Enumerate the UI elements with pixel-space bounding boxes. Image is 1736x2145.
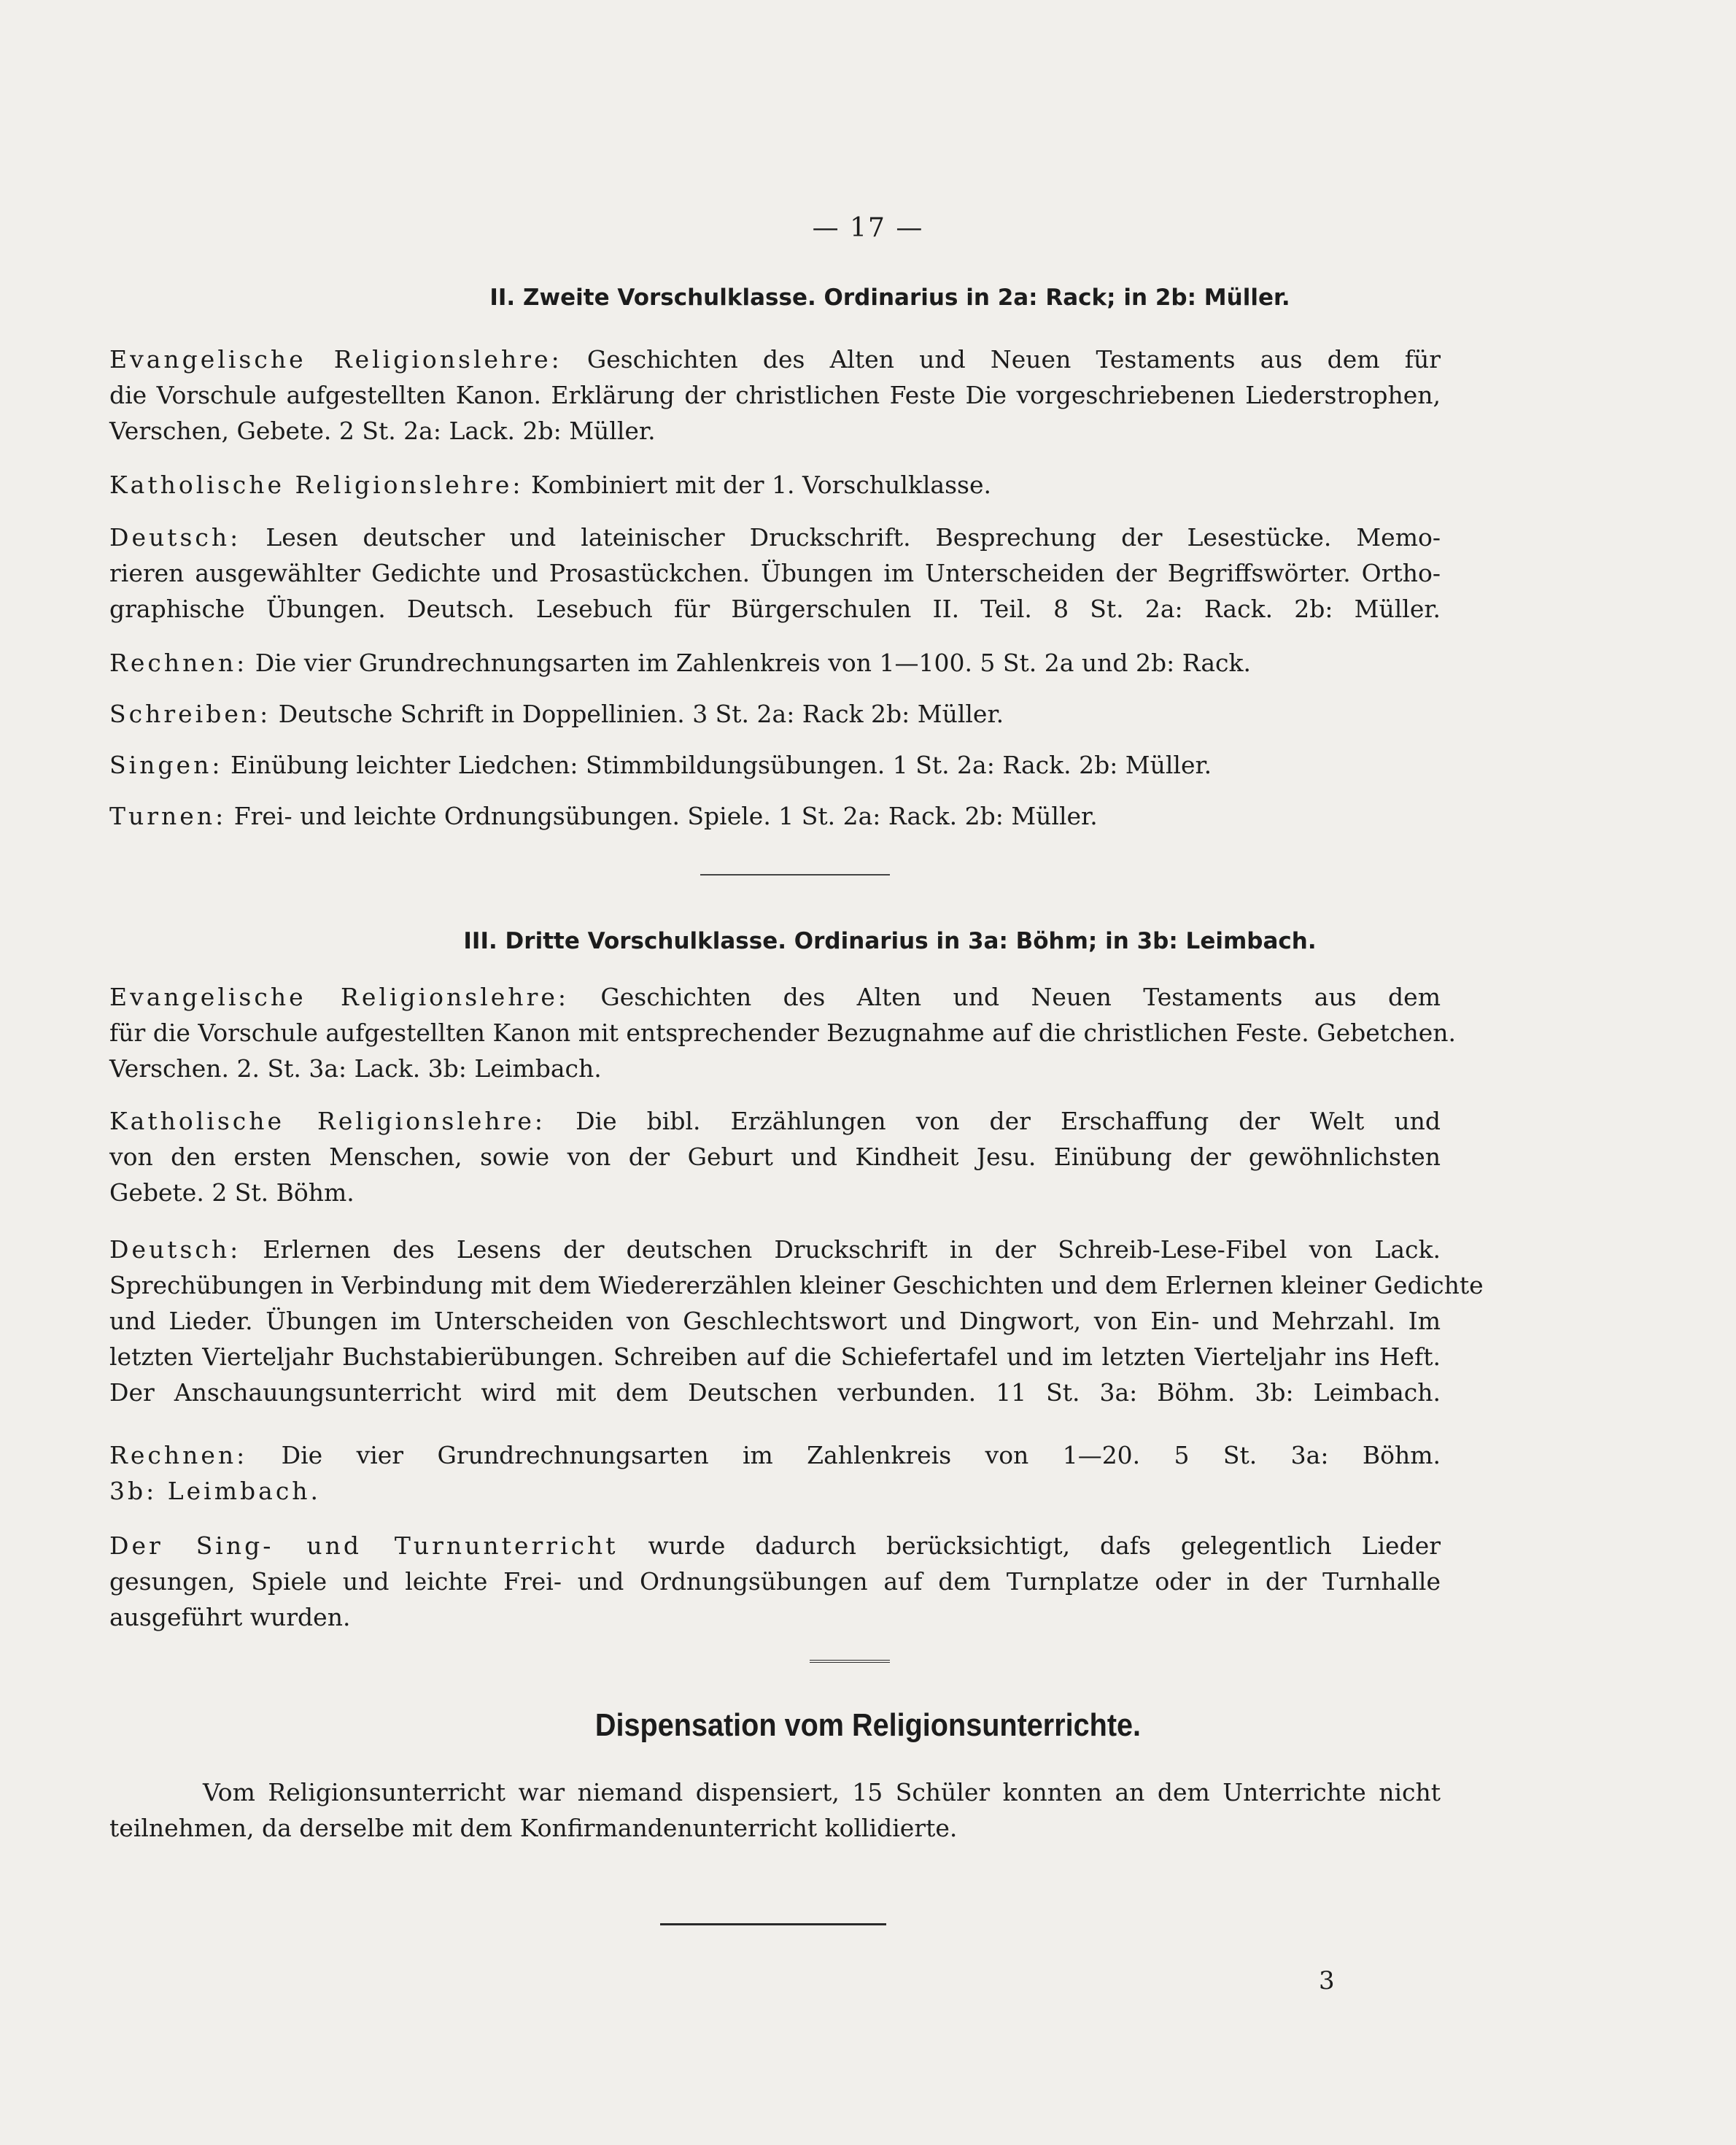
subject-label: Evangelische Religionslehre: [109,983,569,1011]
signature-mark: 3 [1319,1966,1335,1995]
text-line: wurde dadurch berücksichtigt, dafs gelegentlich Lieder [648,1531,1441,1560]
text-line: Kombiniert mit der 1. Vorschulklasse. [531,471,991,499]
text-line: Geschichten des Alten und Neuen Testaments aus dem für [586,345,1441,374]
text-line: Verschen, Gebete. 2 St. 2a: Lack. 2b: Müller. [109,417,656,445]
section2-schreiben [109,696,1441,732]
text-line: von den ersten Menschen, sowie von der Geburt und Kindheit Jesu. Einübung der gewöhnlichsten [109,1143,1441,1171]
section2-heading: II. Zweite Vorschulklasse. Ordinarius in 2a: Rack; in 2b: Müller. [489,285,1290,311]
section3-heading: III. Dritte Vorschulklasse. Ordinarius in 3a: Böhm; in 3b: Leimbach. [463,928,1317,954]
section3-deutsch [109,1232,1484,1410]
text-line: Einübung leichter Liedchen: Stimmbildungsübungen. 1 St. 2a: Rack. 2b: Müller. [230,751,1212,779]
text-line: Verschen. 2. St. 3a: Lack. 3b: Leimbach. [109,1054,602,1083]
section-divider [700,874,890,876]
section2-deutsch [109,519,1441,627]
text-line: Deutsche Schrift in Doppellinien. 3 St. 2a: Rack 2b: Müller. [278,700,1004,728]
text-line: teilnehmen, da derselbe mit dem Konfirmandenunterricht kollidierte. [109,1814,958,1842]
subject-label: Evangelische Religionslehre: [109,345,562,374]
dispensation-heading: Dispensation vom Religionsunterrichte. [594,1707,1142,1743]
section2-evangelische-religionslehre [109,341,1441,449]
text-line: graphische Übungen. Deutsch. Lesebuch für Bürgerschulen II. Teil. 8 St. 2a: Rack. 2b: Müller. [109,595,1441,623]
subject-label: Deutsch: [109,1235,241,1264]
subject-label: Katholische Religionslehre: [109,1107,546,1135]
subject-label: Katholische Religionslehre: [109,471,524,499]
text-line: Geschichten des Alten und Neuen Testaments aus dem [600,983,1441,1011]
text-line: Sprechübungen in Verbindung mit dem Wiedererzählen kleiner Geschichten und dem Erlernen kleiner Gedichte [109,1271,1484,1299]
text-line: 3b: Leimbach. [109,1477,322,1505]
section2-turnen [109,798,1441,834]
section3-katholische-religionslehre [109,1103,1441,1210]
end-rule [660,1923,886,1925]
text-line: Die vier Grundrechnungsarten im Zahlenkreis von 1—100. 5 St. 2a und 2b: Rack. [255,649,1252,677]
text-line: letzten Vierteljahr Buchstabierübungen. Schreiben auf die Schiefertafel und im letzten Vierteljahr ins Heft. [109,1342,1441,1371]
section-divider [810,1660,890,1664]
text-line: rieren ausgewählter Gedichte und Prosastückchen. Übungen im Unterscheiden der Begriffswörter. Ortho- [109,559,1441,587]
subject-label: Rechnen: [109,1441,248,1469]
text-line: Frei- und leichte Ordnungsübungen. Spiele. 1 St. 2a: Rack. 2b: Müller. [233,802,1098,830]
section2-katholische-religionslehre [109,467,1441,503]
text-line: Der Anschauungsunterricht wird mit dem Deutschen verbunden. 11 St. 3a: Böhm. 3b: Leimbach. [109,1378,1441,1407]
subject-label: Singen: [109,751,223,779]
subject-label: Der Sing- und Turnunterricht [109,1531,619,1560]
text-line: gesungen, Spiele und leichte Frei- und Ordnungsübungen auf dem Turnplatze oder in der Turnhalle [109,1567,1441,1596]
text-line: Die vier Grundrechnungsarten im Zahlenkreis von 1—20. 5 St. 3a: Böhm. [281,1441,1441,1469]
section3-sing-und-turnunterricht [109,1528,1441,1635]
text-line: Die bibl. Erzählungen von der Erschaffung der Welt und [576,1107,1441,1135]
dispensation-paragraph [109,1774,1441,1846]
page-number: — 17 — [812,213,924,243]
section2-rechnen [109,645,1441,681]
text-line: die Vorschule aufgestellten Kanon. Erklärung der christlichen Feste Die vorgeschriebenen Liederstrophen, [109,381,1441,409]
text-line: und Lieder. Übungen im Unterscheiden von Geschlechtswort und Dingwort, von Ein- und Mehrzahl. Im [109,1307,1441,1335]
text-line: Gebete. 2 St. Böhm. [109,1178,354,1207]
subject-label: Schreiben: [109,700,271,728]
section3-rechnen [109,1437,1441,1509]
text-line: für die Vorschule aufgestellten Kanon mit entsprechender Bezugnahme auf die christlichen Feste. Gebetchen. [109,1019,1457,1047]
subject-label: Turnen: [109,802,227,830]
text-line: Lesen deutscher und lateinischer Druckschrift. Besprechung der Lesestücke. Memo- [266,523,1441,552]
subject-label: Rechnen: [109,649,248,677]
text-line: Erlernen des Lesens der deutschen Druckschrift in der Schreib-Lese-Fibel von Lack. [263,1235,1441,1264]
section3-evangelische-religionslehre [109,979,1457,1086]
text-line: Vom Religionsunterricht war niemand dispensiert, 15 Schüler konnten an dem Unterrichte nicht [203,1778,1441,1806]
subject-label: Deutsch: [109,523,241,552]
text-line: ausgeführt wurden. [109,1603,351,1631]
section2-singen [109,747,1441,783]
